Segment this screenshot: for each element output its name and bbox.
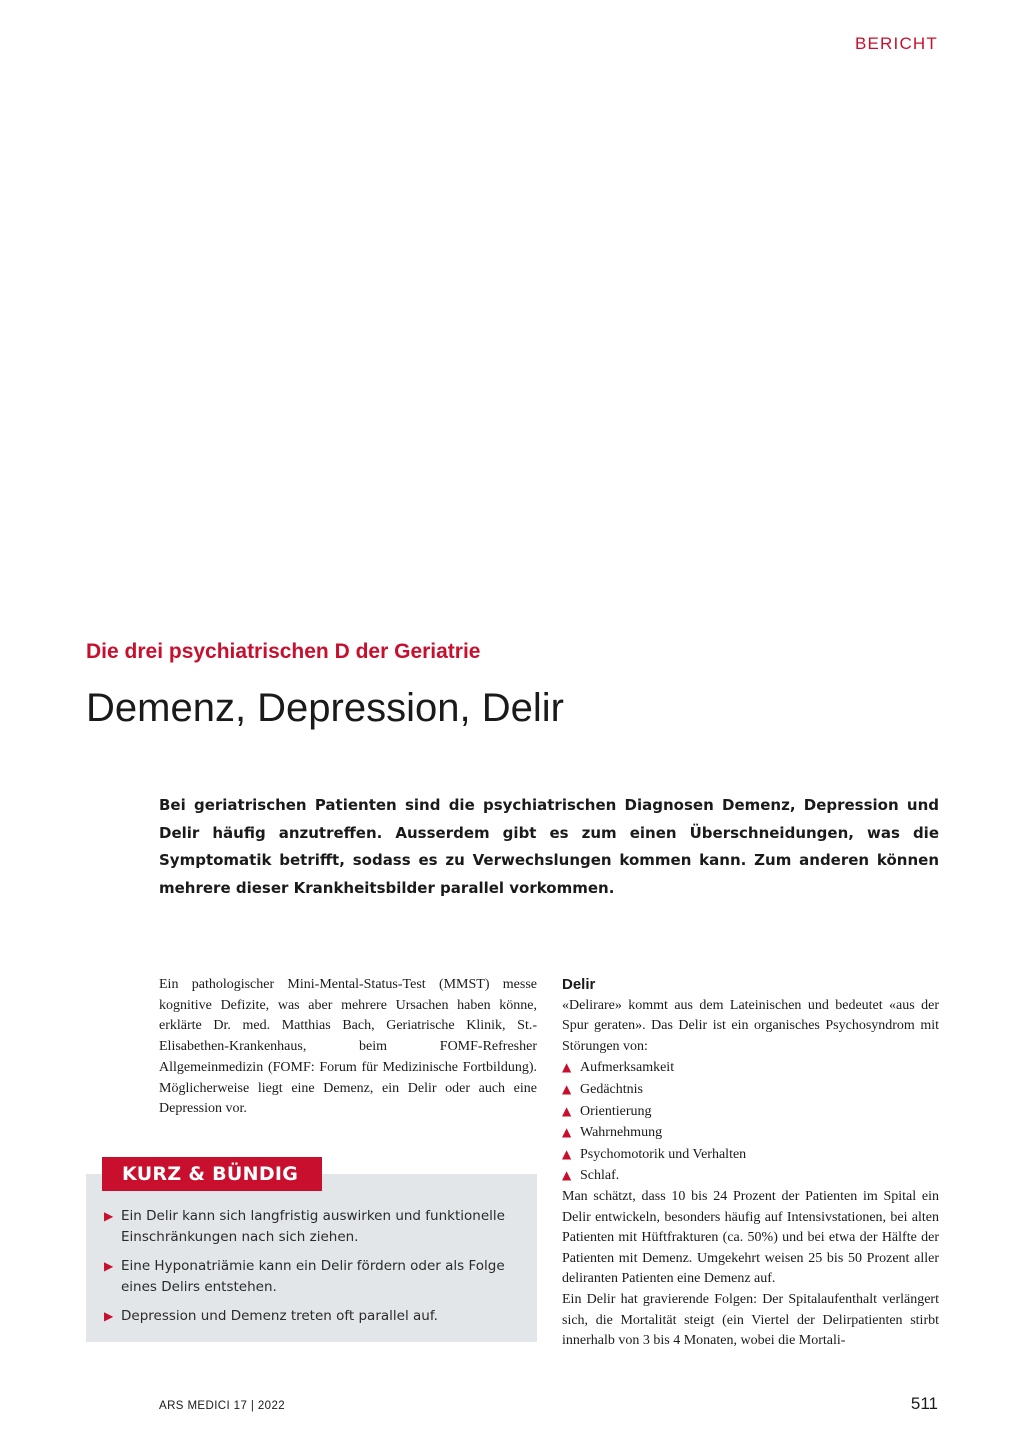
triangle-right-icon: ▶ [104,1259,114,1273]
triangle-up-icon: ▲ [562,1103,572,1118]
page-number: 511 [910,1394,938,1413]
symptom-list [562,1057,939,1187]
symptom-item [562,1165,939,1187]
intro-paragraph: Ein pathologischer Mini-Mental-Status-Test (MMST) messe kognitive Defizite, was aber mehrere Ursachen haben könne, erklärte Dr. med. Matthias Bach, Geriatrische Klinik, St.-Elisabethen-Krankenhaus, beim FOMF-Refresher Allgemeinmedizin (FOMF: Forum für Medizinische Fortbildung). Möglicherweise liegt eine Demenz, ein Delir oder auch eine Depression vor. [159,977,537,1117]
delir-intro: «Delirare» kommt aus dem Lateinischen und bedeutet «aus der Spur geraten». Das Delir ist ein organisches Psychosyndrom mit Störungen von: [562,997,939,1054]
summary-item [104,1306,524,1327]
triangle-up-icon: ▲ [562,1060,572,1075]
symptom-item [562,1122,939,1144]
triangle-up-icon: ▲ [562,1125,572,1140]
article-kicker: Die drei psychiatrischen D der Geriatrie [86,640,481,663]
right-column [562,975,939,1352]
symptom-text: Wahrnehmung [580,1125,663,1141]
delir-paragraph-2: Ein Delir hat gravierende Folgen: Der Spitalaufenthalt verlängert sich, die Mortalität steigt (ein Viertel der Delirpatienten stirbt innerhalb von 3 bis 4 Monaten, wobei die Mortali- [562,1291,939,1349]
footer-journal: ARS MEDICI 17 | 2022 [159,1400,286,1412]
left-column [159,975,537,1120]
summary-item-text: Ein Delir kann sich langfristig auswirken und funktionelle Einschränkungen nach sich ziehen. [121,1208,505,1245]
symptom-text: Aufmerksamkeit [580,1060,675,1076]
symptom-item [562,1079,939,1101]
symptom-item [562,1101,939,1123]
summary-item [104,1206,524,1247]
summary-list [104,1206,524,1336]
symptom-text: Psychomotorik und Verhalten [580,1146,747,1162]
triangle-right-icon: ▶ [104,1209,114,1223]
symptom-text: Schlaf. [580,1168,620,1184]
symptom-item [562,1057,939,1079]
summary-item-text: Eine Hyponatriämie kann ein Delir fördern oder als Folge eines Delirs entstehen. [121,1258,505,1295]
delir-heading: Delir [562,976,596,993]
section-label: BERICHT [854,34,938,53]
symptom-item [562,1144,939,1166]
article-title: Demenz, Depression, Delir [86,686,564,730]
triangle-up-icon: ▲ [562,1168,572,1183]
symptom-text: Orientierung [580,1103,652,1119]
triangle-up-icon: ▲ [562,1146,572,1161]
symptom-text: Gedächtnis [580,1081,643,1097]
triangle-right-icon: ▶ [104,1309,114,1323]
triangle-up-icon: ▲ [562,1081,572,1096]
delir-paragraph-1: Man schätzt, dass 10 bis 24 Prozent der Patienten im Spital ein Delir entwickeln, besonders häufig auf Intensivstationen, bei alten Patienten mit Hüftfrakturen (ca. 50%) und bei etwa der Hälfte der Patienten mit Demenz. Umgekehrt weisen 25 bis 50 Prozent aller deliranten Patienten eine Demenz auf. [562,1188,939,1287]
summary-box-heading: KURZ & BÜNDIG [102,1157,322,1191]
summary-item-text: Depression und Demenz treten oft parallel auf. [121,1308,438,1324]
summary-item [104,1256,524,1297]
article-lead: Bei geriatrischen Patienten sind die psychiatrischen Diagnosen Demenz, Depression und Delir häufig anzutreffen. Ausserdem gibt es zum einen Überschneidungen, was die Symptomatik betrifft, sodass es zu Verwechslungen kommen kann. Zum anderen können mehrere dieser Krankheitsbilder parallel vorkommen. [159,796,939,897]
